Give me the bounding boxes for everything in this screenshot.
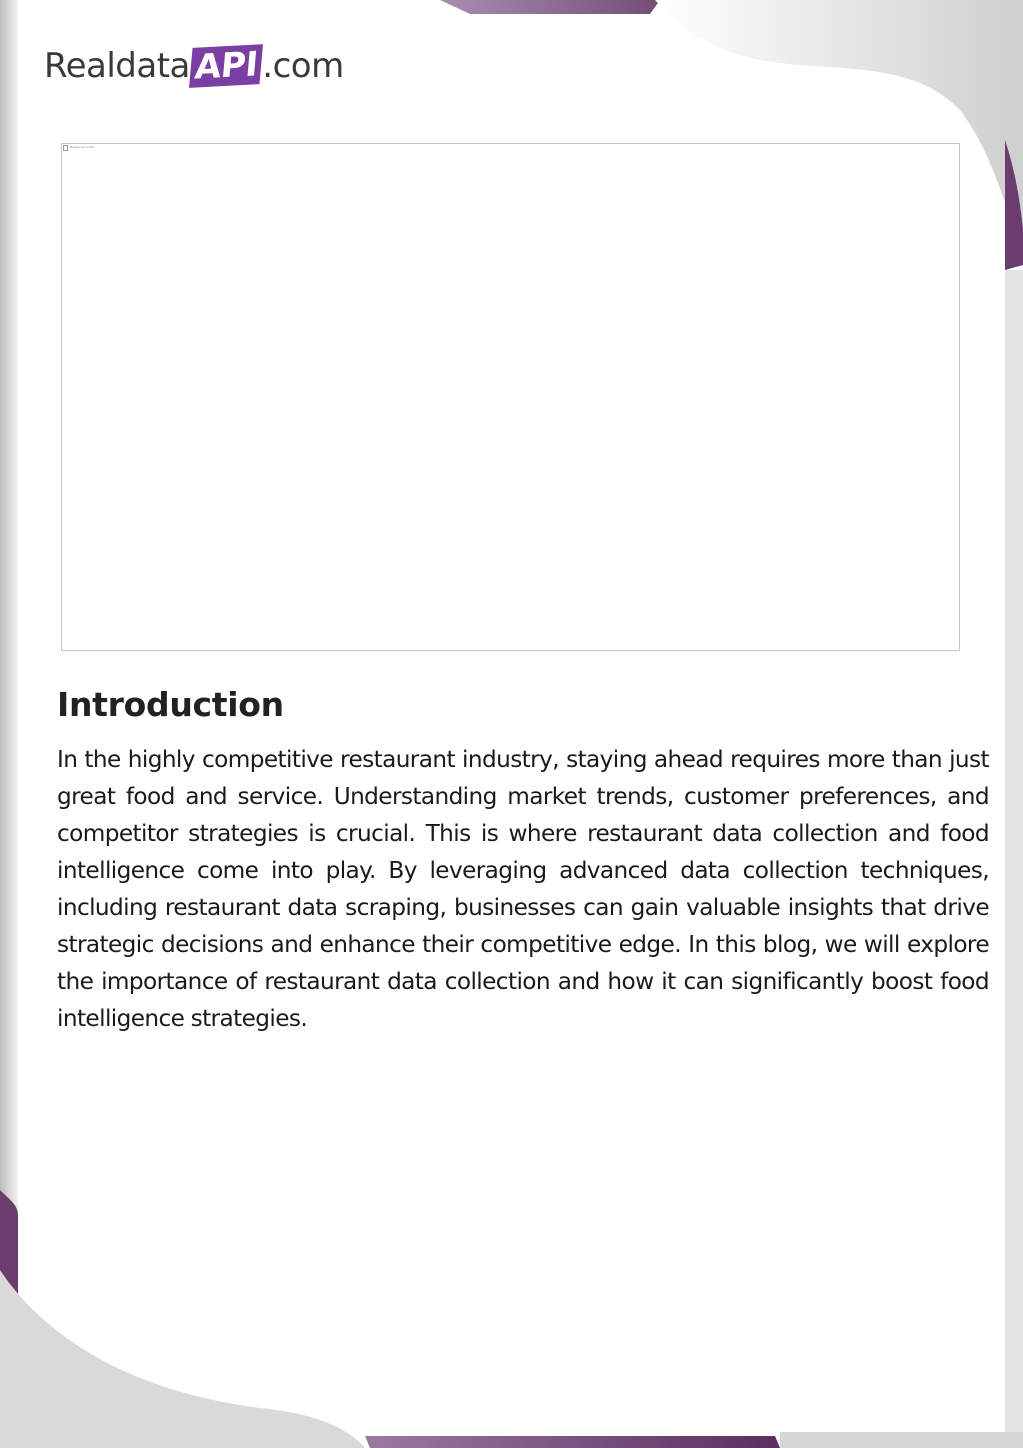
- broken-image-icon: [63, 145, 68, 151]
- hero-image-placeholder: [61, 143, 960, 651]
- intro-paragraph: In the highly competitive restaurant industry, staying ahead requires more than just great food and service. Understanding market trends, customer preferences, and competitor strategies is crucial. This is where restaurant data collection and food intelligence come into play. By leveraging advanced data collection techniques, including restaurant data scraping, businesses can gain valuable insights that drive strategic decisions and enhance their competitive edge. In this blog, we will explore the importance of restaurant data collection and how it can significantly boost food intelligence strategies.: [57, 746, 989, 1032]
- logo-text-realdata: Realdata: [44, 46, 190, 86]
- logo-api-badge: API: [189, 44, 263, 88]
- brand-logo: [44, 38, 344, 94]
- logo-text-com: .com: [262, 46, 344, 86]
- section-heading: Introduction: [57, 685, 284, 724]
- hero-image-alt-text: Restaurant Data: [70, 145, 95, 149]
